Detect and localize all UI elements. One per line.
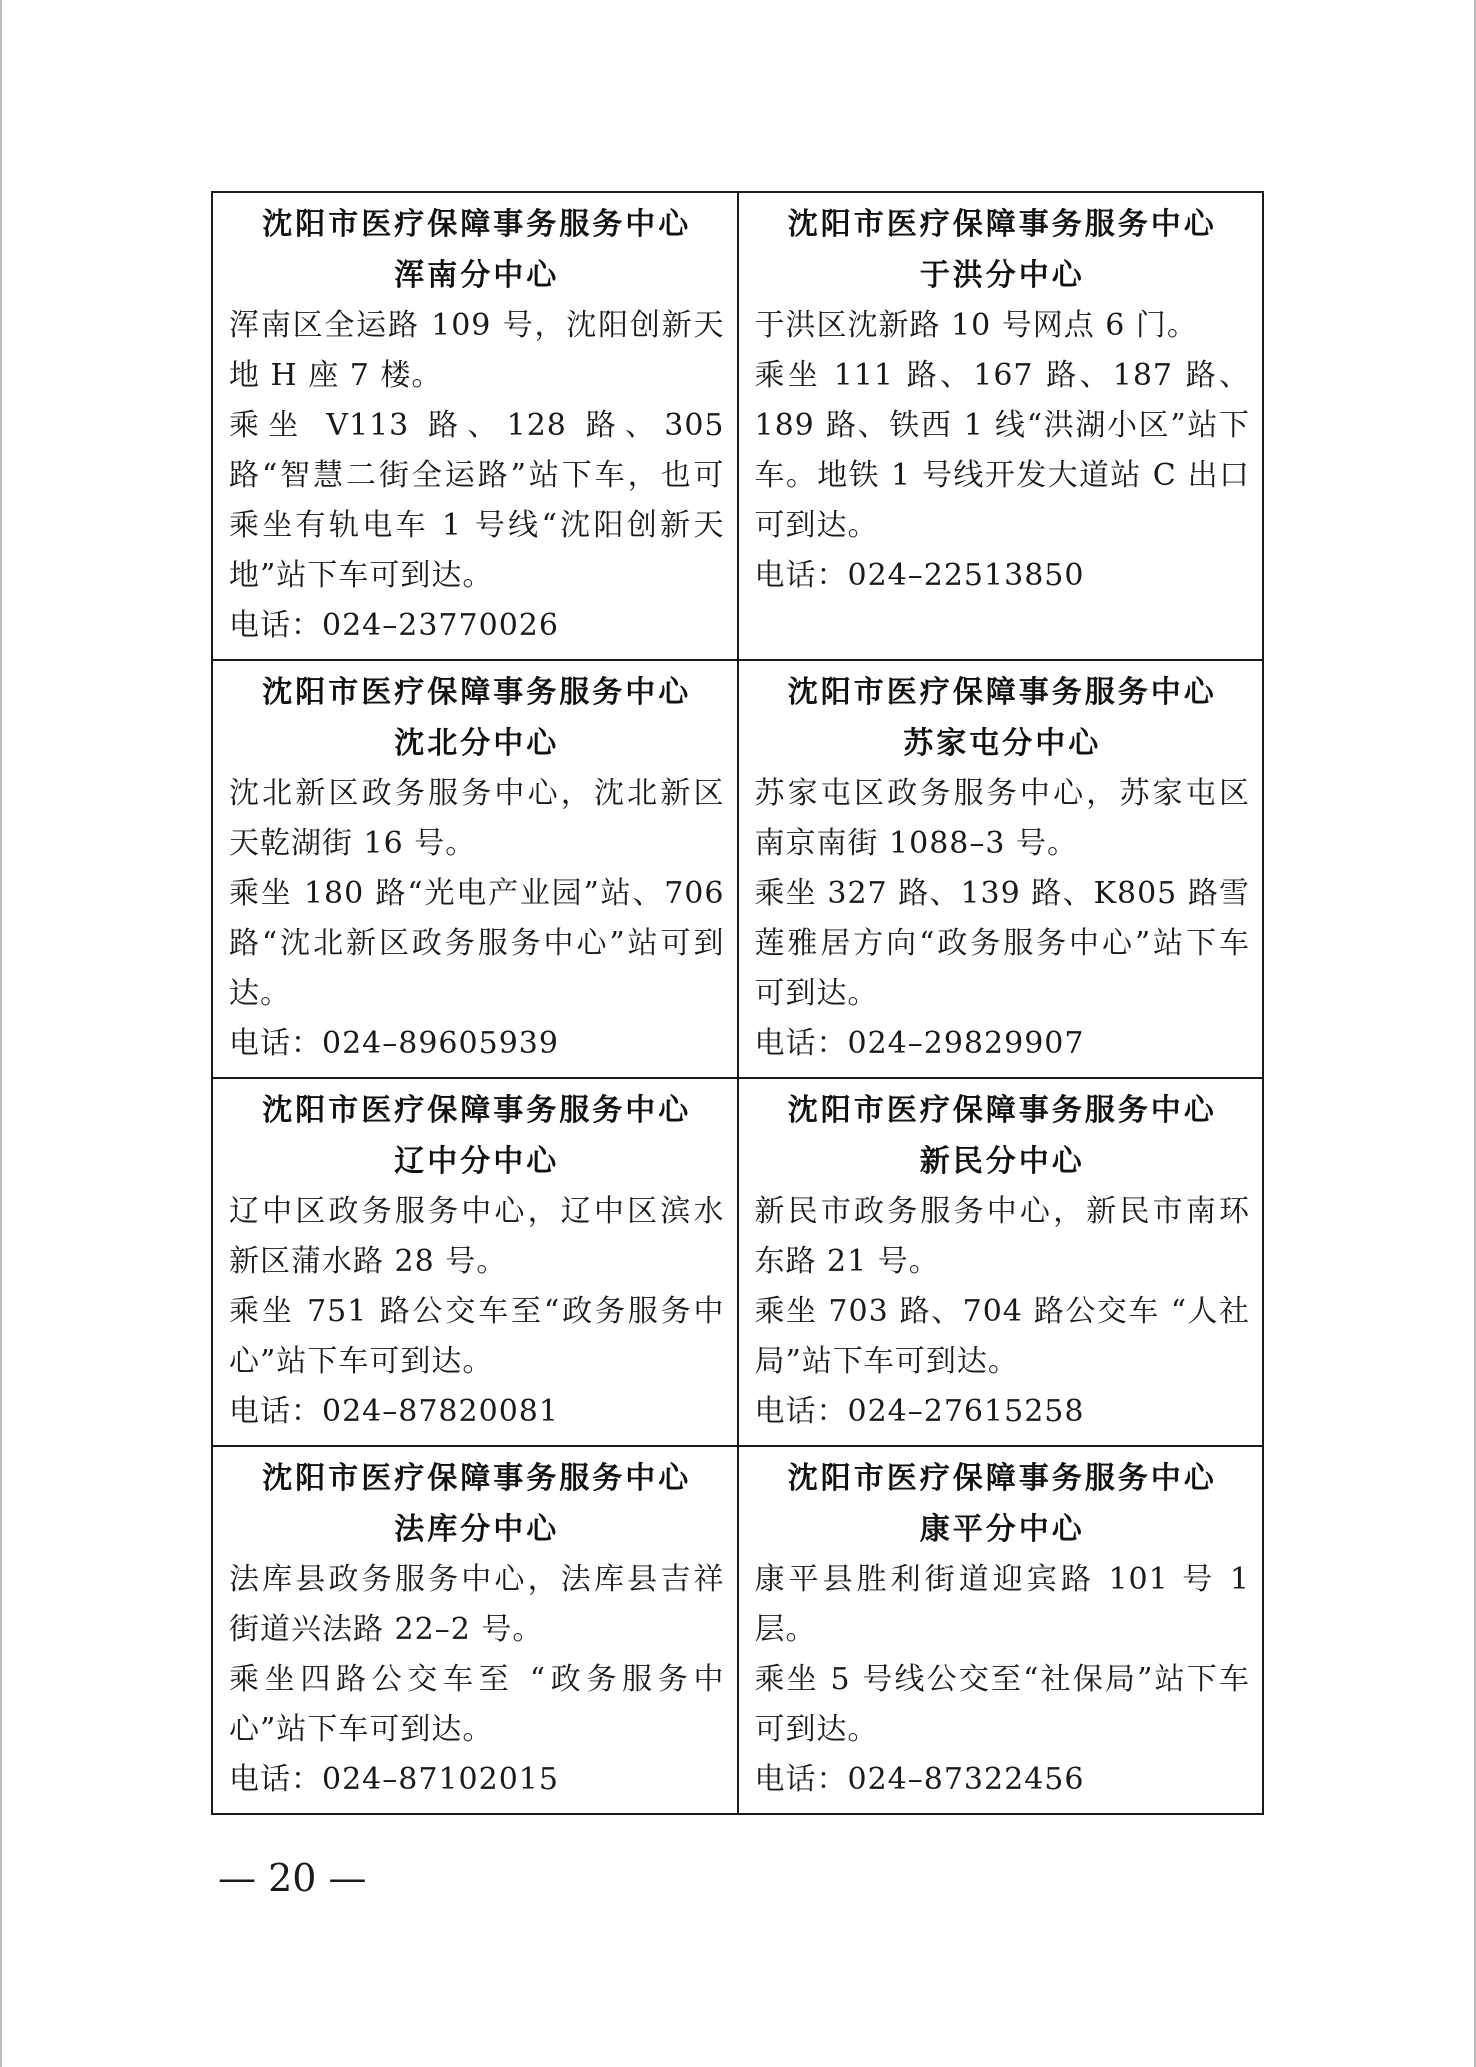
center-title: 沈阳市医疗保障事务服务中心 (262, 675, 692, 710)
center-subtitle: 辽中分中心 (394, 1144, 560, 1179)
center-address: 辽中区政务服务中心，辽中区滨水新区蒲水路 28 号。 (229, 1194, 725, 1279)
center-phone: 电话：024–89605939 (229, 1026, 559, 1061)
center-title: 沈阳市医疗保障事务服务中心 (787, 675, 1217, 710)
center-address: 法库县政务服务中心，法库县吉祥街道兴法路 22–2 号。 (229, 1562, 725, 1647)
center-title: 沈阳市医疗保障事务服务中心 (787, 1461, 1217, 1496)
center-cell-faku (212, 1446, 738, 1814)
center-title: 沈阳市医疗保障事务服务中心 (262, 1093, 692, 1128)
center-phone: 电话：024–29829907 (754, 1026, 1085, 1061)
center-subtitle: 沈北分中心 (394, 726, 560, 761)
center-address: 沈北新区政务服务中心，沈北新区天乾湖街 16 号。 (229, 776, 725, 861)
center-cell-xinmin (738, 1078, 1264, 1446)
table-row (212, 660, 1263, 1078)
center-phone: 电话：024–22513850 (754, 558, 1085, 593)
center-phone: 电话：024–87820081 (229, 1394, 559, 1429)
table-row (212, 1078, 1263, 1446)
center-cell-shenbei (212, 660, 738, 1078)
center-transit: 乘坐 327 路、139 路、K805 路雪莲雅居方向“政务服务中心”站下车可到达。 (754, 876, 1250, 1011)
center-address: 康平县胜利街道迎宾路 101 号 1 层。 (754, 1562, 1250, 1647)
table-row (212, 1446, 1263, 1814)
center-subtitle: 于洪分中心 (919, 258, 1085, 293)
center-address: 于洪区沈新路 10 号网点 6 门。 (754, 308, 1198, 343)
center-transit: 乘坐 703 路、704 路公交车 “人社局”站下车可到达。 (754, 1294, 1250, 1379)
center-transit: 乘坐 V113 路、128 路、305 路“智慧二街全运路”站下车，也可乘坐有轨电车 1 号线“沈阳创新天地”站下车可到达。 (229, 408, 725, 593)
service-center-table (211, 191, 1264, 1815)
center-transit: 乘坐 180 路“光电产业园”站、706 路“沈北新区政务服务中心”站可到达。 (229, 876, 725, 1011)
center-transit: 乘坐 5 号线公交至“社保局”站下车可到达。 (754, 1662, 1250, 1747)
center-cell-yuhong (738, 192, 1264, 660)
center-subtitle: 康平分中心 (919, 1512, 1085, 1547)
center-cell-liaozhong (212, 1078, 738, 1446)
center-phone: 电话：024–87102015 (229, 1762, 559, 1797)
table-row (212, 192, 1263, 660)
center-cell-sujiatun (738, 660, 1264, 1078)
center-phone: 电话：024–23770026 (229, 608, 559, 643)
center-cell-hunnan (212, 192, 738, 660)
center-subtitle: 法库分中心 (394, 1512, 560, 1547)
center-transit: 乘坐四路公交车至 “政务服务中心”站下车可到达。 (229, 1662, 725, 1747)
center-title: 沈阳市医疗保障事务服务中心 (787, 207, 1217, 242)
center-title: 沈阳市医疗保障事务服务中心 (787, 1093, 1217, 1128)
center-subtitle: 新民分中心 (919, 1144, 1085, 1179)
center-transit: 乘坐 751 路公交车至“政务服务中心”站下车可到达。 (229, 1294, 725, 1379)
page-number: — 20 — (218, 1856, 367, 1900)
center-cell-kangping (738, 1446, 1264, 1814)
center-phone: 电话：024–87322456 (754, 1762, 1085, 1797)
center-phone: 电话：024–27615258 (754, 1394, 1085, 1429)
center-address: 浑南区全运路 109 号，沈阳创新天地 H 座 7 楼。 (229, 308, 725, 393)
center-title: 沈阳市医疗保障事务服务中心 (262, 207, 692, 242)
center-title: 沈阳市医疗保障事务服务中心 (262, 1461, 692, 1496)
center-transit: 乘坐 111 路、167 路、187 路、189 路、铁西 1 线“洪湖小区”站下车。地铁 1 号线开发大道站 C 出口可到达。 (754, 358, 1250, 543)
center-address: 苏家屯区政务服务中心，苏家屯区南京南街 1088–3 号。 (754, 776, 1250, 861)
center-subtitle: 浑南分中心 (394, 258, 560, 293)
center-subtitle: 苏家屯分中心 (903, 726, 1102, 761)
page-edge-left (0, 0, 2, 2067)
center-address: 新民市政务服务中心，新民市南环东路 21 号。 (754, 1194, 1250, 1279)
